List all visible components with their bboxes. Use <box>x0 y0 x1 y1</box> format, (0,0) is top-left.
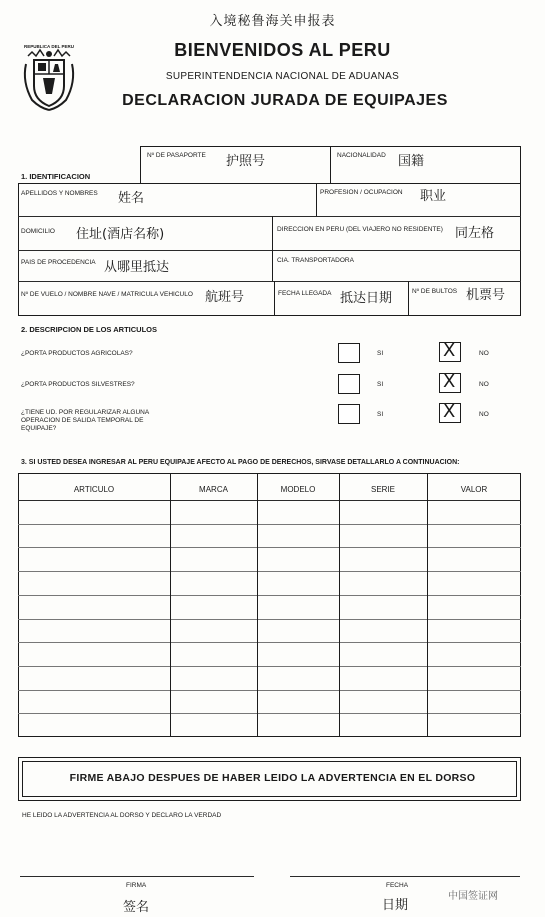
flight-field[interactable]: 航班号 <box>205 290 245 305</box>
bags-label: Nº DE BULTOS <box>412 288 458 295</box>
address-peru-field[interactable]: 同左格 <box>455 226 495 241</box>
names-field[interactable]: 姓名 <box>118 191 145 206</box>
date-field[interactable]: 日期 <box>382 898 409 913</box>
column-header-marca: MARCA <box>199 485 228 494</box>
arrival-field[interactable]: 抵达日期 <box>340 291 393 306</box>
table-row-divider <box>18 571 521 572</box>
signature-label: FIRMA <box>126 882 147 889</box>
declaration-text: HE LEIDO LA ADVERTENCIA AL DORSO Y DECLARO LA VERDAD <box>22 812 222 819</box>
table-row-divider <box>18 642 521 643</box>
table-row-divider <box>18 666 521 667</box>
domicile-field[interactable]: 住址(酒店名称) <box>76 227 165 242</box>
bags-field[interactable]: 机票号 <box>466 288 506 303</box>
temporary-exit-yes-checkbox[interactable] <box>338 404 360 424</box>
column-header-articulo: ARTICULO <box>73 485 115 494</box>
section-1-heading: 1. IDENTIFICACION <box>21 172 91 181</box>
nationality-label: NACIONALIDAD <box>337 152 386 159</box>
passport-label: Nº DE PASAPORTE <box>147 152 206 159</box>
signature-notice: FIRME ABAJO DESPUES DE HABER LEIDO LA ADVERTENCIA EN EL DORSO <box>69 772 476 784</box>
table-row-divider <box>18 690 521 691</box>
table-column-divider <box>427 473 428 737</box>
seal-caption: REPUBLICA DEL PERU <box>23 44 74 49</box>
watermark-text: 中国签证网 <box>448 891 498 902</box>
table-row-divider <box>18 524 521 525</box>
profession-field[interactable]: 职业 <box>420 189 447 204</box>
table-column-divider <box>170 473 171 737</box>
table-row-divider <box>18 713 521 714</box>
date-label: FECHA <box>386 882 409 889</box>
question-wild-products: ¿PORTA PRODUCTOS SILVESTRES? <box>21 381 135 388</box>
column-header-modelo: MODELO <box>280 485 316 494</box>
address-peru-label: DIRECCION EN PERU (DEL VIAJERO NO RESIDENTE) <box>277 226 443 233</box>
question-temporary-exit: ¿TIENE UD. POR REGULARIZAR ALGUNA OPERACION DE SALIDA TEMPORAL DE EQUIPAJE? <box>21 409 149 432</box>
flight-label: Nº DE VUELO / NOMBRE NAVE / MATRICULA VEHICULO <box>21 291 193 298</box>
column-header-serie: SERIE <box>370 485 395 494</box>
agency-name: SUPERINTENDENCIA NACIONAL DE ADUANAS <box>165 71 400 82</box>
table-column-divider <box>257 473 258 737</box>
question-agricultural: ¿PORTA PRODUCTOS AGRICOLAS? <box>21 350 133 357</box>
domicile-label: DOMICILIO <box>21 228 55 235</box>
signature-field[interactable]: 签名 <box>123 900 150 915</box>
column-header-valor: VALOR <box>460 485 488 494</box>
wild-products-yes-checkbox[interactable] <box>338 374 360 394</box>
check-mark-icon: X <box>443 340 456 361</box>
section-2-heading: 2. DESCRIPCION DE LOS ARTICULOS <box>21 325 157 334</box>
nationality-field[interactable]: 国籍 <box>398 154 425 169</box>
profession-label: PROFESION / OCUPACION <box>320 189 403 196</box>
section-3-heading: 3. SI USTED DESEA INGRESAR AL PERU EQUIPAJE AFECTO AL PAGO DE DERECHOS, SIRVASE DETALLARLO A CONTINUACION: <box>21 459 460 466</box>
table-row-divider <box>18 619 521 620</box>
arrival-label: FECHA LLEGADA <box>278 290 332 297</box>
origin-field[interactable]: 从哪里抵达 <box>104 260 170 275</box>
agricultural-yes-checkbox[interactable] <box>338 343 360 363</box>
check-mark-icon: X <box>443 401 456 422</box>
origin-label: PAIS DE PROCEDENCIA <box>21 259 96 266</box>
form-welcome-title: BIENVENIDOS AL PERU <box>174 40 391 60</box>
table-row-divider <box>18 547 521 548</box>
table-column-divider <box>339 473 340 737</box>
check-mark-icon: X <box>443 371 456 392</box>
chinese-heading: 入境秘鲁海关申报表 <box>209 14 336 29</box>
form-title: DECLARACION JURADA DE EQUIPAJES <box>122 92 448 109</box>
names-label: APELLIDOS Y NOMBRES <box>21 190 98 197</box>
table-header-divider <box>18 500 521 501</box>
table-row-divider <box>18 595 521 596</box>
items-table <box>18 473 521 737</box>
passport-field[interactable]: 护照号 <box>226 154 266 169</box>
carrier-label: CIA. TRANSPORTADORA <box>277 257 354 264</box>
